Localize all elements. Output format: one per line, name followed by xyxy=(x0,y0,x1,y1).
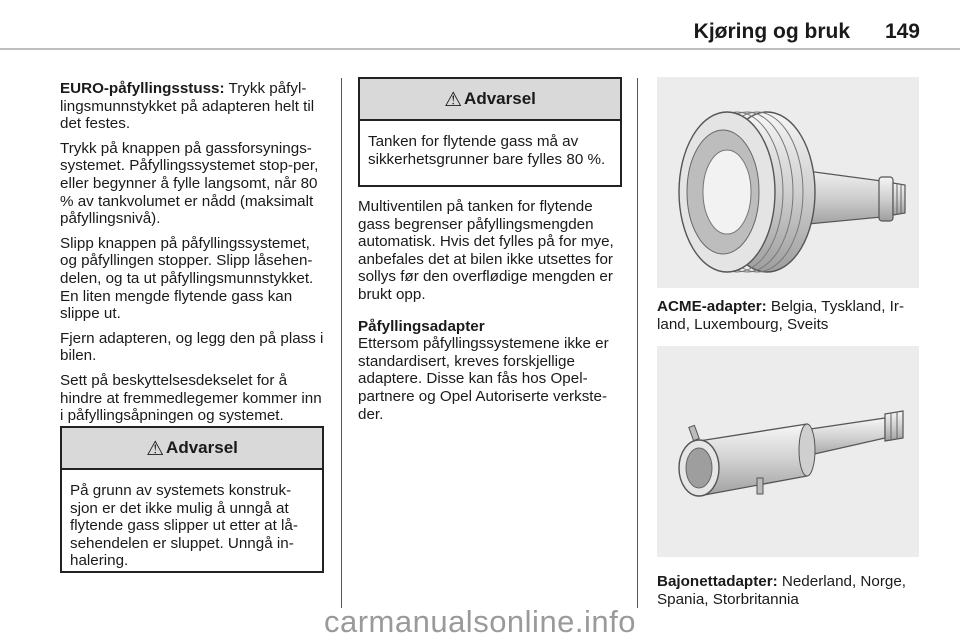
caption-text: Nederland, Norge, Spania, Storbritannia xyxy=(657,573,906,608)
column-1 xyxy=(60,80,324,432)
column-divider xyxy=(341,78,342,608)
paragraph: Sett på beskyttelsesdekselet for å hindre at fremmedlegemer kommer inn i påfyllingsåpningen og systemet. xyxy=(60,371,322,425)
caption-text: Belgia, Tyskland, Ir-land, Luxembourg, Sveits xyxy=(657,298,905,333)
warning-triangle-icon: ⚠ xyxy=(444,88,463,111)
caption-label: Bajonettadapter: xyxy=(657,573,778,590)
warning-title: Advarsel xyxy=(464,89,536,108)
caption-acme xyxy=(657,298,919,333)
paragraph: Trykk på knappen på gassforsynings-systemet. Påfyllingssystemet stop-per, eller begynner å fylle langsomt, når 80 % av tankvolumet er nådd (maksimalt påfyllingsnivå). xyxy=(60,139,319,228)
watermark: carmanualsonline.info xyxy=(323,604,637,639)
warning-box xyxy=(60,426,324,573)
bayonet-adapter-icon xyxy=(657,346,919,557)
section-title: Kjøring og bruk xyxy=(693,20,850,43)
acme-adapter-icon xyxy=(657,77,919,288)
page-number: 149 xyxy=(884,20,920,43)
warning-text: Tanken for flytende gass må av sikkerhetsgrunner bare fylles 80 %. xyxy=(368,133,606,168)
paragraph xyxy=(60,80,324,133)
paragraph: Fjern adapteren, og legg den på plass i bilen. xyxy=(60,329,324,365)
paragraph: Ettersom påfyllingssystemene ikke er standardisert, kreves forskjellige adaptere. Disse kan fås hos Opel-partnere og Opel Autoriserte verkste-der. xyxy=(358,335,609,423)
warning-triangle-icon: ⚠ xyxy=(146,437,165,460)
acme-adapter-illustration xyxy=(657,77,919,288)
warning-text: På grunn av systemets konstruk-sjon er det ikke mulig å unngå at flytende gass slipper ut etter at lå-sehendelen er sluppet. Unngå in-halering. xyxy=(70,482,298,570)
page-header xyxy=(0,14,960,50)
warning-header xyxy=(360,79,620,121)
column-2 xyxy=(358,198,622,430)
header-rule xyxy=(0,48,960,50)
paragraph: Slipp knappen på påfyllingssystemet, og påfyllingen stopper. Slipp låsehen-delen, og ta ut påfyllingsmunnstykket. En liten mengde flytende gass kan slippe ut. xyxy=(60,234,314,323)
heading: Påfyllingsadapter xyxy=(358,317,485,335)
term-label: EURO-påfyllingsstuss: xyxy=(60,80,225,97)
column-divider xyxy=(637,78,638,608)
warning-header xyxy=(62,428,322,470)
warning-box xyxy=(358,77,622,187)
paragraph: Multiventilen på tanken for flytende gass begrenser påfyllingsmengden automatisk. Hvis det fylles på for mye, anbefales det at bilen ikke utsettes for sollys før den overflødige mengden er brukt opp. xyxy=(358,198,614,303)
bayonet-adapter-illustration xyxy=(657,346,919,557)
caption-label: ACME-adapter: xyxy=(657,298,767,315)
warning-title: Advarsel xyxy=(166,438,238,457)
paragraph-text: Trykk påfyl-lingsmunnstykket på adapteren helt til det festes. xyxy=(60,80,315,133)
